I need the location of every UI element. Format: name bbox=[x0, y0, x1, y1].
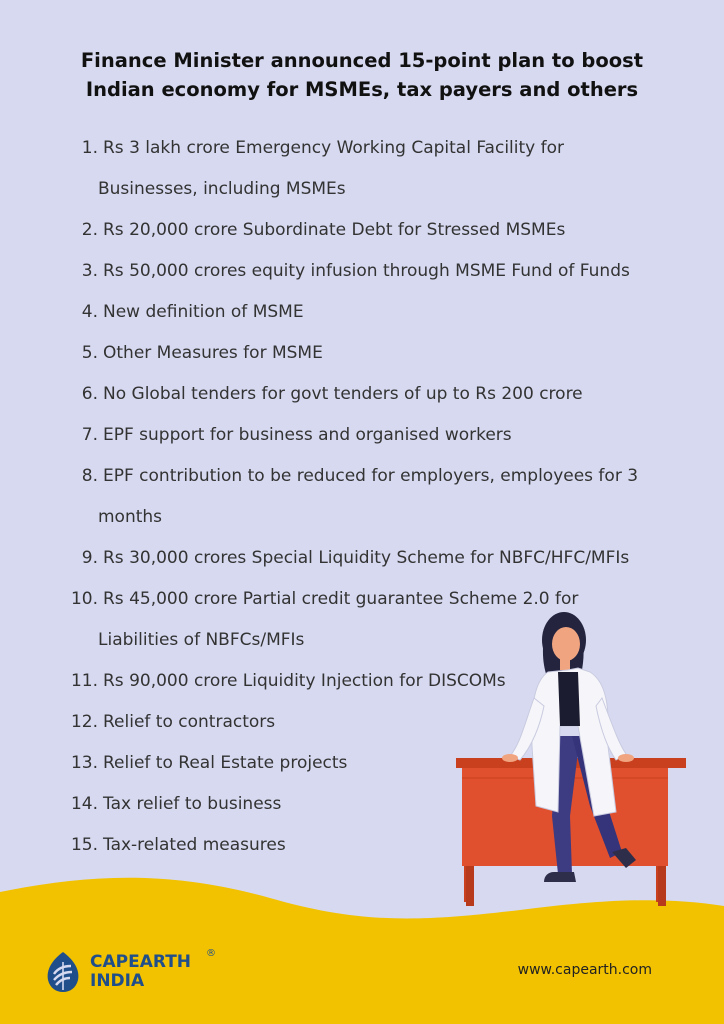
list-item: 1. Rs 3 lakh crore Emergency Working Capital Facility for Businesses, including MSMEs bbox=[81, 138, 564, 199]
list-item: 10. Rs 45,000 crore Partial credit guarantee Scheme 2.0 for Liabilities of NBFCs/MFIs bbox=[70, 589, 579, 650]
list-item: 15. Tax-related measures bbox=[70, 835, 286, 855]
list-item: 2. Rs 20,000 crore Subordinate Debt for Stressed MSMEs bbox=[81, 220, 566, 240]
list-item: 6. No Global tenders for govt tenders of up to Rs 200 crore bbox=[81, 384, 583, 404]
list-item: 8. EPF contribution to be reduced for employers, employees for 3 months bbox=[81, 466, 639, 527]
logo-line-1: CAPEARTH bbox=[90, 952, 192, 972]
capearth-logo bbox=[44, 948, 216, 994]
list-item: 7. EPF support for business and organised workers bbox=[81, 425, 512, 445]
logo-wordmark bbox=[90, 953, 191, 991]
list-item: 14. Tax relief to business bbox=[70, 794, 282, 814]
list-item: 11. Rs 90,000 crore Liquidity Injection for DISCOMs bbox=[70, 671, 506, 691]
list-item: 3. Rs 50,000 crores equity infusion through MSME Fund of Funds bbox=[81, 261, 630, 281]
website-url[interactable]: www.capearth.com bbox=[517, 962, 652, 978]
woman-leaning-on-desk-illustration bbox=[440, 606, 710, 906]
registered-mark: ® bbox=[206, 948, 216, 959]
list-item: 4. New definition of MSME bbox=[81, 302, 304, 322]
list-item: 5. Other Measures for MSME bbox=[81, 343, 323, 363]
logo-line-2: INDIA bbox=[90, 971, 145, 991]
page-title bbox=[40, 46, 684, 104]
title-line-1: Finance Minister announced 15-point plan to boost bbox=[80, 49, 644, 72]
title-line-2: Indian economy for MSMEs, tax payers and others bbox=[85, 78, 639, 101]
capearth-leaf-logo-icon bbox=[44, 950, 82, 994]
list-item: 13. Relief to Real Estate projects bbox=[70, 753, 348, 773]
list-item: 12. Relief to contractors bbox=[70, 712, 276, 732]
list-item: 9. Rs 30,000 crores Special Liquidity Scheme for NBFC/HFC/MFIs bbox=[81, 548, 630, 568]
